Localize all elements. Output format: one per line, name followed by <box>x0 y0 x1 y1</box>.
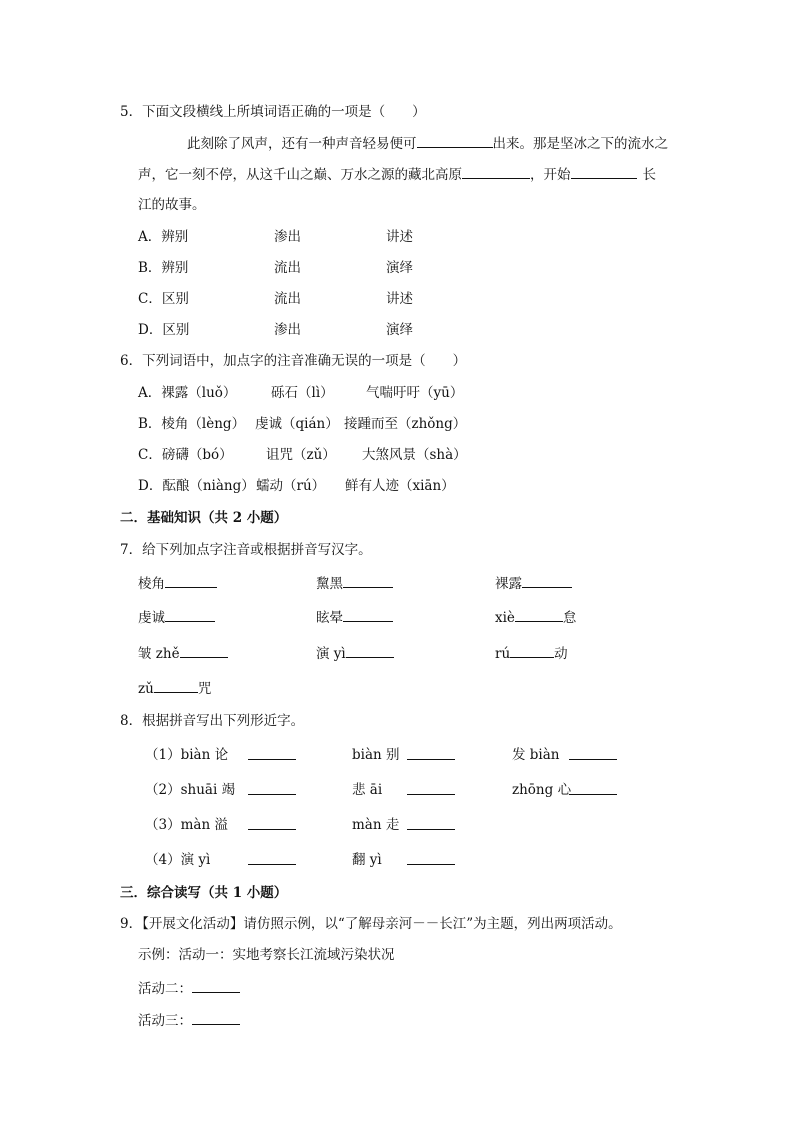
q5-text: 声，它一刻不停，从这千山之巅、万水之源的藏北高原 <box>138 167 462 183</box>
q5-text: 长 <box>642 167 656 183</box>
q5-option-a-word2: 渗出 <box>274 229 301 245</box>
q9-answer-blank[interactable] <box>192 978 240 993</box>
q5-option-c[interactable]: C．区别 <box>138 291 189 307</box>
q8-answer-blank[interactable] <box>248 780 296 801</box>
q6-stem: 6．下列词语中，加点字的注音准确无误的一项是（ ） <box>120 353 467 369</box>
q5-option-c-word2: 流出 <box>274 291 301 307</box>
q8-row-2-item-1: （2）shuāi 竭 <box>145 782 236 798</box>
q7-item <box>138 607 215 628</box>
q8-answer-blank[interactable] <box>569 780 617 801</box>
q5-text: 此刻除了风声，还有一种声音轻易便可 <box>187 136 417 152</box>
q7-item-text: 演 yì <box>316 646 346 662</box>
q5-passage-line2 <box>138 164 656 185</box>
q5-stem: 5．下面文段横线上所填词语正确的一项是（ ） <box>120 104 426 120</box>
q8-answer-blank[interactable] <box>407 780 455 801</box>
q6-option-a-word2: 砾石（lì） <box>271 385 334 401</box>
q5-blank-1[interactable] <box>417 133 493 148</box>
q7-item <box>316 573 393 594</box>
q7-item-text: 眩晕 <box>316 610 343 626</box>
q5-passage-line3: 江的故事。 <box>138 197 206 213</box>
q5-option-b[interactable]: B．辨别 <box>138 260 189 276</box>
q8-row-3-item-1: （3）màn 溢 <box>145 817 228 833</box>
section-heading-3: 三．综合读写（共 1 小题） <box>120 885 288 901</box>
q8-row-1-item-3: 发 biàn <box>512 747 560 763</box>
q5-option-b-word2: 流出 <box>274 260 301 276</box>
q6-option-d-word2: 蠕动（rú） <box>256 478 326 494</box>
q6-option-d[interactable]: D．酝酿（niàng） <box>138 478 255 494</box>
q7-item-text: 咒 <box>197 681 212 697</box>
q8-row-4-item-2: 翻 yì <box>352 852 382 868</box>
q5-option-a[interactable]: A．辨别 <box>138 229 189 245</box>
q7-answer-blank[interactable] <box>510 643 554 658</box>
q8-row-1-item-2: biàn 别 <box>352 747 400 763</box>
q7-answer-blank[interactable] <box>165 573 217 588</box>
q6-option-b-word2: 虔诚（qián） <box>255 416 339 432</box>
q8-row-1-item-1: （1）biàn 论 <box>145 747 229 763</box>
q5-option-d-word3: 演绎 <box>386 322 413 338</box>
q5-passage-line1 <box>187 133 668 154</box>
q5-option-c-word3: 讲述 <box>386 291 413 307</box>
q6-option-c-word2: 诅咒（zǔ） <box>266 447 336 463</box>
q7-item <box>138 573 217 594</box>
q9-answer-blank[interactable] <box>192 1010 240 1025</box>
q5-blank-2[interactable] <box>462 164 530 179</box>
q7-item-text: zǔ <box>138 681 154 697</box>
q5-option-d-word2: 渗出 <box>274 322 301 338</box>
q7-item <box>138 643 228 664</box>
q7-item-text: rú <box>495 646 511 662</box>
q8-answer-blank[interactable] <box>569 745 617 766</box>
q8-row-2-item-2: 悲 āi <box>352 782 383 798</box>
q9-activity-3 <box>138 1010 240 1031</box>
q6-option-d-word3: 鲜有人迹（xiān） <box>345 478 455 494</box>
q8-answer-blank[interactable] <box>407 815 455 836</box>
q9-activity-label: 活动三： <box>138 1013 192 1029</box>
q7-answer-blank[interactable] <box>165 607 215 622</box>
q7-answer-blank[interactable] <box>346 643 394 658</box>
q7-answer-blank[interactable] <box>515 607 563 622</box>
q8-row-4-item-1: （4）演 yì <box>145 852 211 868</box>
q5-option-a-word3: 讲述 <box>386 229 413 245</box>
q6-option-b[interactable]: B．棱角（lèng） <box>138 416 246 432</box>
q7-item <box>495 573 572 594</box>
q8-stem: 8．根据拼音写出下列形近字。 <box>120 713 305 729</box>
q6-option-b-word3: 接踵而至（zhǒng） <box>344 416 467 432</box>
q6-option-c-word3: 大煞风景（shà） <box>362 447 467 463</box>
q7-item-text: 黧黑 <box>316 576 343 592</box>
q7-item <box>316 607 393 628</box>
q7-answer-blank[interactable] <box>180 643 228 658</box>
q7-stem: 7．给下列加点字注音或根据拼音写汉字。 <box>120 542 372 558</box>
q8-answer-blank[interactable] <box>248 745 296 766</box>
q7-item-text: 裸露 <box>495 576 522 592</box>
q7-item <box>495 643 568 664</box>
q5-text: ，开始 <box>530 167 571 183</box>
q6-option-a[interactable]: A．裸露（luǒ） <box>138 385 237 401</box>
q7-answer-blank[interactable] <box>522 573 572 588</box>
q8-answer-blank[interactable] <box>407 745 455 766</box>
q6-option-c[interactable]: C．磅礴（bó） <box>138 447 233 463</box>
q8-row-3-item-2: màn 走 <box>352 817 400 833</box>
q7-item-text: 怠 <box>562 610 577 626</box>
q9-activity-label: 活动二： <box>138 981 192 997</box>
q7-item <box>138 678 211 699</box>
q7-item-text: 虔诚 <box>138 610 165 626</box>
q8-answer-blank[interactable] <box>407 850 455 871</box>
q8-row-2-item-3: zhōng 心 <box>512 782 572 798</box>
q7-answer-blank[interactable] <box>154 678 198 693</box>
q7-item-text: xiè <box>495 610 515 626</box>
q5-blank-3[interactable] <box>571 164 637 179</box>
q7-answer-blank[interactable] <box>343 607 393 622</box>
q7-item-text: 动 <box>554 646 568 662</box>
q7-item-text: 皱 zhě <box>138 646 180 662</box>
q8-answer-blank[interactable] <box>248 815 296 836</box>
q9-example: 示例：活动一：实地考察长江流域污染状况 <box>138 947 395 963</box>
q5-option-b-word3: 演绎 <box>386 260 413 276</box>
q7-item <box>495 607 576 628</box>
section-heading-2: 二．基础知识（共 2 小题） <box>120 510 288 526</box>
q7-item <box>316 643 394 664</box>
q5-text: 出来。那是坚冰之下的流水之 <box>492 136 668 152</box>
q9-activity-2 <box>138 978 240 999</box>
q9-stem: 9．【开展文化活动】请仿照示例，以“了解母亲河－－长江”为主题，列出两项活动。 <box>120 916 622 932</box>
q6-option-a-word3: 气喘吁吁（yū） <box>366 385 464 401</box>
q8-answer-blank[interactable] <box>248 850 296 871</box>
q7-answer-blank[interactable] <box>343 573 393 588</box>
q7-item-text: 棱角 <box>138 576 165 592</box>
q5-option-d[interactable]: D．区别 <box>138 322 190 338</box>
